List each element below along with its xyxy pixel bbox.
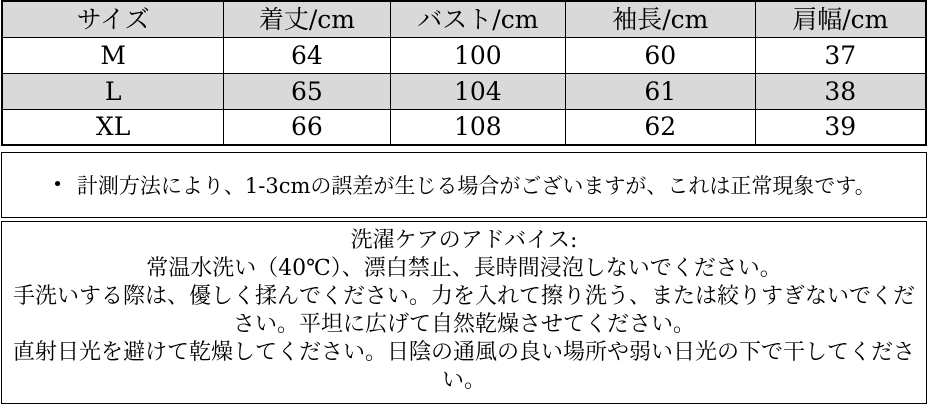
shoulder-value: 39 xyxy=(755,109,926,145)
column-header-length: 着丈/cm xyxy=(224,1,390,37)
measurement-note-text: 計測方法により、1-3cmの誤差が生じる場合がございますが、これは正常現象です。 xyxy=(76,174,876,198)
shoulder-value: 37 xyxy=(755,37,926,73)
size-chart-table xyxy=(1,0,927,146)
sleeve-value: 62 xyxy=(566,109,755,145)
shoulder-value: 38 xyxy=(755,73,926,109)
table-row-size-l xyxy=(2,73,926,109)
table-row-size-m xyxy=(2,37,926,73)
bullet-icon: • xyxy=(52,173,63,195)
sleeve-value: 61 xyxy=(566,73,755,109)
column-header-bust: バスト/cm xyxy=(390,1,566,37)
measurement-note-box xyxy=(1,152,927,218)
column-header-sleeve: 袖長/cm xyxy=(566,1,755,37)
size-label: XL xyxy=(2,109,224,145)
table-row-size-xl xyxy=(2,109,926,145)
table-header-row xyxy=(2,1,926,37)
bust-value: 108 xyxy=(390,109,566,145)
bust-value: 100 xyxy=(390,37,566,73)
care-title: 洗濯ケアのアドバイス: xyxy=(350,228,578,253)
column-header-shoulder: 肩幅/cm xyxy=(755,1,926,37)
care-line-1: 常温水洗い（40℃）、漂白禁止、長時間浸泡しないでください。 xyxy=(146,256,782,281)
length-value: 66 xyxy=(224,109,390,145)
care-line-2: 手洗いする際は、優しく揉んでください。力を入れて擦り洗う、または絞りすぎないでください。平坦に広げて自然乾燥させてください。 xyxy=(12,284,915,337)
washing-care-box xyxy=(1,221,927,404)
column-header-size: サイズ xyxy=(2,1,224,37)
size-label: M xyxy=(2,37,224,73)
sleeve-value: 60 xyxy=(566,37,755,73)
length-value: 64 xyxy=(224,37,390,73)
size-label: L xyxy=(2,73,224,109)
length-value: 65 xyxy=(224,73,390,109)
care-line-3: 直射日光を避けて乾燥してください。日陰の通風の良い場所や弱い日光の下で干してください。 xyxy=(12,340,915,393)
bust-value: 104 xyxy=(390,73,566,109)
